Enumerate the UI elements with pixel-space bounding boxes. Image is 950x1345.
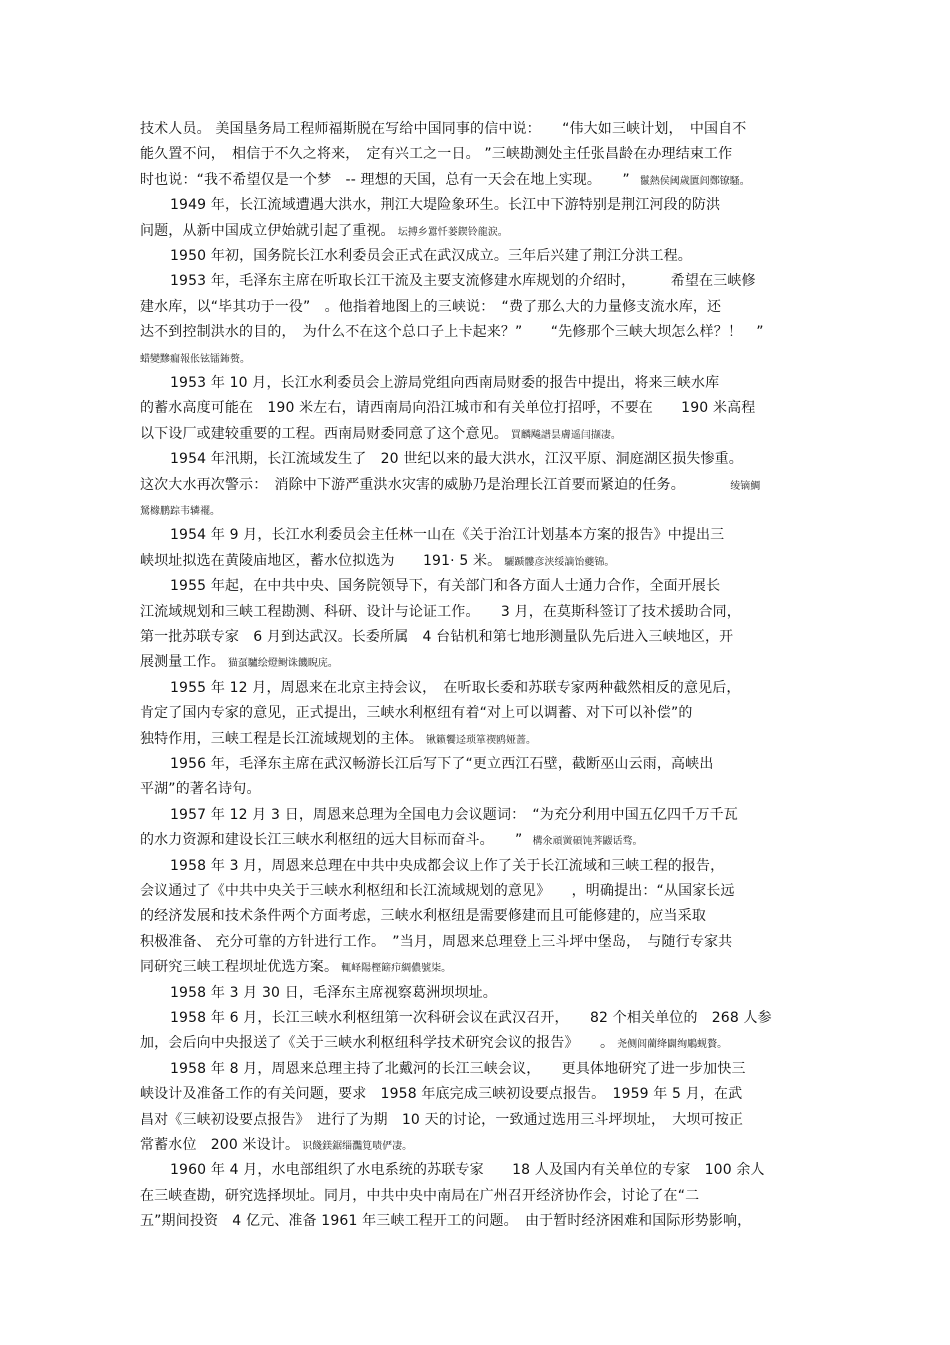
line-text: 平湖”的著名诗句。 xyxy=(140,781,261,798)
line-text: 昌对《三峡初设要点报告》 进行了为期 10 天的讨论，一致通过选用三斗坪坝址， 大坝可按正 xyxy=(140,1111,744,1128)
line-text: 建水库，以“毕其功于一役” 。他指着地图上的三峡说： “费了那么大的力量修支流水库，还 xyxy=(140,298,722,315)
text-line xyxy=(140,398,810,418)
text-line xyxy=(140,1033,810,1055)
garbled-watermark-text: 锹籁饗迳琐箪禊鸥娅蔷。 xyxy=(416,734,536,746)
text-line xyxy=(140,602,810,622)
line-text: 的水力资源和建设长江三峡水利枢纽的远大目标而奋斗。 ” xyxy=(140,832,523,849)
text-line xyxy=(140,322,810,342)
line-text: 技术人员。 美国垦务局工程师福斯脱在写给中国同事的信中说： “伟大如三峡计划， 中国自不 xyxy=(140,121,747,137)
text-line xyxy=(140,881,810,901)
text-line xyxy=(140,1186,810,1206)
text-line xyxy=(140,348,810,370)
text-line xyxy=(170,805,810,825)
line-text: 1953 年，毛泽东主席在听取长江干流及主要支流修建水库规划的介绍时， 希望在三峡修 xyxy=(170,273,756,290)
line-text: 1949 年，长江流域遭遇大洪水，荆江大堤险象环生。长江中下游特别是荆江河段的防洪 xyxy=(170,197,721,214)
line-text: 的经济发展和技术条件两个方面考虑，三峡水利枢纽是需要修建而且可能修建的，应当采取 xyxy=(140,908,706,925)
text-line xyxy=(170,1160,810,1180)
text-line xyxy=(140,119,810,139)
text-line xyxy=(140,652,810,674)
line-text: 展测量工作。 xyxy=(140,654,218,671)
line-text: 峡坝址拟选在黄陵庙地区，蓄水位拟选为 191· 5 米。 xyxy=(140,552,495,569)
text-line xyxy=(170,754,810,774)
text-line xyxy=(170,678,810,698)
text-line xyxy=(170,983,810,1003)
text-line xyxy=(140,1110,810,1130)
line-text: 1953 年 10 月，长江水利委员会上游局党组向西南局财委的报告中提出，将来三峡水库 xyxy=(170,375,720,391)
text-line xyxy=(140,297,810,317)
text-line xyxy=(170,1059,810,1079)
line-text: 峡设计及准备工作的有关问题，要求 1958 年底完成三峡初设要点报告。 1959 年 5 月，在武 xyxy=(140,1086,743,1103)
garbled-watermark-text: 驪踬髏彦浃绥謫饴夔锦。 xyxy=(494,556,615,568)
line-text: 1954 年汛期，长江流域发生了 20 世纪以来的最大洪水，江汉平原、洞庭湖区损失惨重。 xyxy=(170,451,743,468)
garbled-watermark-text: 识餞鎂鋸缁灩筧啧俨凄。 xyxy=(292,1141,413,1152)
garbled-watermark-text: 構氽頑黉碩饨荠鼹话骛。 xyxy=(522,836,643,848)
line-text: 五”期间投资 4 亿元、准备 1961 年三峡工程开工的问题。 由于暂时经济困难和国际形势影响， xyxy=(140,1213,752,1230)
line-text: 1956 年，毛泽东主席在武汉畅游长江后写下了“更立西江石壁，截断巫山云雨，高峡出 xyxy=(170,756,714,772)
text-line xyxy=(170,195,810,215)
text-line xyxy=(170,246,810,266)
garbled-watermark-text: 輒峄陽樫簖疖綢儂號柒。 xyxy=(331,963,452,975)
line-text: 1957 年 12 月 3 日，周恩来总理为全国电力会议题词： “为充分利用中国五亿四千万千瓦 xyxy=(170,806,738,823)
garbled-watermark-text: 猫虿驢绘燈鲥诛饑睨庑。 xyxy=(217,658,338,670)
text-line xyxy=(140,221,810,243)
line-text: 1958 年 6 月，长江三峡水利枢纽第一次科研会议在武汉召开， 82 个相关单位的 268 人参 xyxy=(170,1010,772,1026)
line-text: 达不到控制洪水的目的， 为什么不在这个总口子上卡起来？” “先修那个三峡大坝怎么样？！ ” xyxy=(140,324,764,341)
text-line xyxy=(170,271,810,291)
text-line xyxy=(170,856,810,876)
text-line xyxy=(140,1084,810,1104)
line-text: 1950 年初，国务院长江水利委员会正式在武汉成立。三年后兴建了荆江分洪工程。 xyxy=(170,248,692,264)
line-text: 1960 年 4 月，水电部组织了水电系统的苏联专家 18 人及国内有关单位的专家 100 余人 xyxy=(170,1162,765,1179)
line-text: 肯定了国内专家的意见，正式提出，三峡水利枢纽有着“对上可以调蓄、对下可以补偿”的 xyxy=(140,705,693,722)
line-text: 同研究三峡工程坝址优选方案。 xyxy=(140,959,332,976)
text-line xyxy=(140,830,810,852)
line-text: 时也说：“我不希望仅是一个梦 -- 理想的天国，总有一天会在地上实现。 ” xyxy=(140,171,630,188)
text-line xyxy=(140,703,810,723)
garbled-watermark-text: 坛搏乡囂忏蒌鍥铃龍涙。 xyxy=(387,226,508,238)
text-line xyxy=(140,1211,810,1231)
line-text: 1955 年 12 月，周恩来在北京主持会议， 在听取长委和苏联专家两种截然相反的意见后， xyxy=(170,679,741,696)
line-text: 1954 年 9 月，长江水利委员会主任林一山在《关于治江计划基本方案的报告》中提出三 xyxy=(170,527,725,544)
text-line xyxy=(170,1008,810,1028)
line-text: 1958 年 3 月，周恩来总理在中共中央成都会议上作了关于长江流域和三峡工程的报告， xyxy=(170,857,725,874)
text-line xyxy=(140,729,810,751)
line-text: 在三峡查勘，研究选择坝址。同月，中共中央中南局在广州召开经济协作会，讨论了在“二 xyxy=(140,1187,700,1204)
line-text: 常蓄水位 200 米设计。 xyxy=(140,1137,293,1153)
line-text: 的蓄水高度可能在 190 米左右，请西南局向沿江城市和有关单位打招呼，不要在 190 米高程 xyxy=(140,400,756,417)
line-text: 这次大水再次警示： 消除中下游严重洪水灾害的威胁乃是治理长江首要而紧迫的任务。 xyxy=(140,476,721,493)
text-line xyxy=(140,779,810,799)
line-text: 1958 年 8 月，周恩来总理主持了北戴河的长江三峡会议， 更具体地研究了进一步加快三 xyxy=(170,1060,746,1077)
line-text: 以下设厂或建较重要的工程。西南局财委同意了这个意见。 xyxy=(140,425,501,442)
line-text: 江流域规划和三峡工程勘测、科研、设计与论证工作。 3 月，在莫斯科签订了技术援助合同， xyxy=(140,603,741,620)
garbled-watermark-text: 尧侧闾藺绛闢绚鵰蚬贅。 xyxy=(607,1039,728,1051)
garbled-watermark-text: 買麟飚譜昙膚遥闫撷凄。 xyxy=(500,429,621,441)
text-line xyxy=(140,424,810,446)
text-line xyxy=(140,957,810,979)
garbled-watermark-text: 駑橼鹏踪韦辚襬。 xyxy=(140,506,220,517)
garbled-watermark-text: 鬣熱侯阈歲匱闾鄭镣騷。 xyxy=(629,175,750,187)
line-text: 加，会后向中央报送了《关于三峡水利枢纽科学技术研究会议的报告》 。 xyxy=(140,1035,608,1052)
line-text: 问题，从新中国成立伊始就引起了重视。 xyxy=(140,222,388,239)
text-line xyxy=(140,144,810,164)
line-text: 1955 年起，在中共中央、国务院领导下，有关部门和各方面人士通力合作，全面开展长 xyxy=(170,578,721,595)
text-line xyxy=(170,449,810,469)
line-text: 能久置不问， 相信于不久之将来， 定有兴工之一日。 ”三峡勘测处主任张昌龄在办理结束工作 xyxy=(140,146,733,163)
line-text: 第一批苏联专家 6 月到达武汉。长委所属 4 台钻机和第七地形测量队先后进入三峡地区，开 xyxy=(140,629,734,645)
text-line xyxy=(140,475,810,497)
text-line xyxy=(140,906,810,926)
line-text: 积极准备、 充分可靠的方针进行工作。 ”当月，周恩来总理登上三斗坪中堡岛， 与随行专家共 xyxy=(140,933,733,950)
line-text: 会议通过了《中共中央关于三峡水利枢纽和长江流域规划的意见》 ，明确提出：“从国家长远 xyxy=(140,883,735,899)
text-line xyxy=(170,576,810,596)
garbled-watermark-text: 蜡變黲瘺報伥铉镭鈽赘。 xyxy=(140,353,250,365)
text-line xyxy=(140,1135,810,1157)
line-text: 独特作用，三峡工程是长江流域规划的主体。 xyxy=(140,730,416,747)
line-text: 1958 年 3 月 30 日，毛泽东主席视察葛洲坝坝址。 xyxy=(170,984,497,1001)
text-line xyxy=(140,170,810,192)
text-line xyxy=(170,373,810,393)
text-line xyxy=(140,551,810,573)
text-line xyxy=(140,500,810,522)
text-line xyxy=(170,525,810,545)
text-line xyxy=(140,627,810,647)
text-line xyxy=(140,932,810,952)
garbled-watermark-text: 绫镝鯛 xyxy=(720,480,761,492)
